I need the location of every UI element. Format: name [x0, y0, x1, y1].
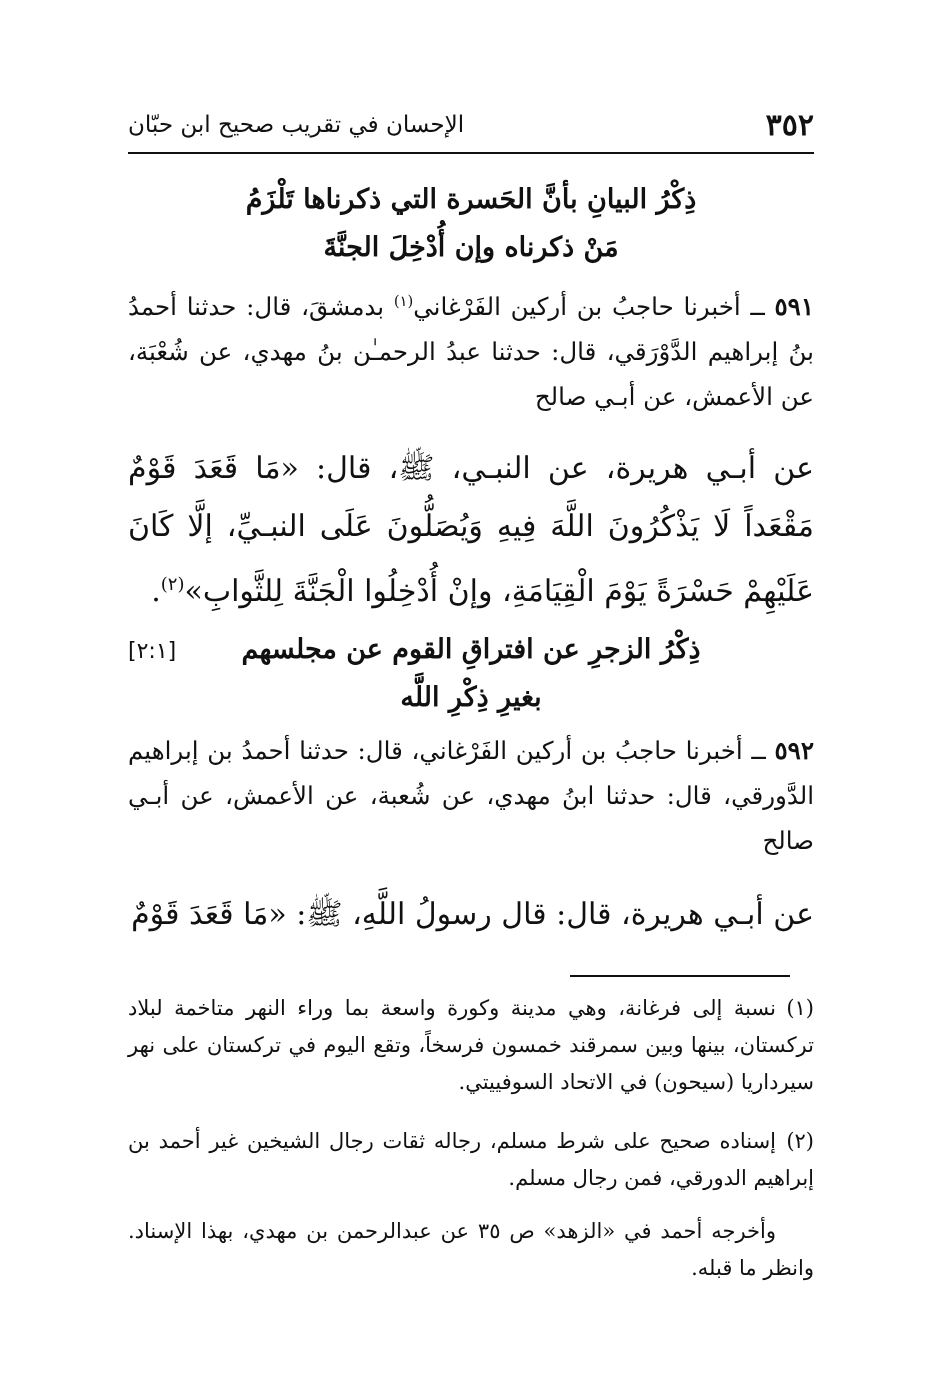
footnote-ref-2: (٢) — [160, 574, 185, 595]
isnad-592 — [128, 728, 814, 863]
footnote-mark: (٢) — [786, 1129, 814, 1153]
isnad-text: ــ أخبرنا حاجبُ بن أركين الفَرْغاني، قال: حدثنا أحمدُ بن إبراهيم الدَّورقي، قال: حدثنا ابنُ مهدي، عن شُعبة، عن الأعمش، عن أبـي صالح — [128, 736, 814, 855]
footnote-2 — [128, 1123, 814, 1197]
footnote-mark: (١) — [786, 996, 814, 1020]
isnad-text: ــ أخبرنا حاجبُ بن أركين الفَرْغاني — [413, 292, 775, 322]
page-header — [128, 106, 814, 154]
reference-tag: [٢:١] — [128, 639, 177, 664]
heading-line: ذِكْرُ الزجرِ عن افتراقِ القوم عن مجلسهم — [241, 634, 701, 665]
heading-line: بغيرِ ذِكْرِ اللَّه — [400, 682, 542, 713]
heading-line: مَنْ ذكرناه وإن أُدْخِلَ الجنَّةَ — [323, 232, 619, 263]
page-number: ٣٥٢ — [765, 108, 814, 143]
isnad-591 — [128, 279, 814, 419]
matn-text: عن أبـي هريرة، قال: قال رسولُ اللَّهِ، ﷺ: «مَا قَعَدَ قَوْمٌ — [131, 897, 814, 932]
footnote-1 — [128, 990, 814, 1101]
footnote-text: إسناده صحيح على شرط مسلم، رجاله ثقات رجال الشيخين غير أحمد بن إبراهيم الدورقي، فمن رجال مسلم. — [128, 1129, 814, 1190]
matn-text: عن أبـي هريرة، عن النبـي، ﷺ، قال: «مَا قَعَدَ قَوْمٌ مَقْعَداً لَا يَذْكُرُونَ اللَّهَ فِيهِ وَيُصَلُّونَ عَلَى النبـيِّ، إلَّا كَانَ عَلَيْهِمْ حَسْرَةً يَوْمَ الْقِيَامَةِ، وإنْ أُدْخِلُوا الْجَنَّةَ لِلثَّوابِ» — [128, 451, 814, 609]
running-title: الإحسان في تقريب صحيح ابن حبّان — [128, 112, 465, 138]
footnote-text: وأخرجه أحمد في «الزهد» ص ٣٥ عن عبدالرحمن بن مهدي، بهذا الإسناد. وانظر ما قبله. — [128, 1219, 814, 1280]
section-heading-591 — [128, 176, 814, 272]
hadith-number: ٥٩٢ — [774, 736, 814, 765]
hadith-number: ٥٩١ — [774, 292, 814, 322]
footnote-ref-1: (١) — [393, 293, 414, 310]
matn-end: . — [151, 574, 161, 609]
section-heading-592 — [128, 626, 814, 722]
footnote-2-continued — [128, 1213, 814, 1287]
footnote-text: نسبة إلى فرغانة، وهي مدينة وكورة واسعة بما وراء النهر متاخمة لبلاد تركستان، بينها وبين سمرقند خمسون فرسخاً، وتقع اليوم في تركستان على نهر سيرداريا (سيحون) في الاتحاد السوفييتي. — [128, 996, 814, 1094]
isnad-text: بدمشقَ، قال: حدثنا أحمدُ بنُ إبراهيم الدَّوْرَقي، قال: حدثنا عبدُ الرحمـٰن بنُ مهدي، عن شُعْبَة، عن الأعمش، عن أبـي صالح — [128, 292, 814, 412]
heading-line: ذِكْرُ البيانِ بأنَّ الحَسرة التي ذكرناها تَلْزَمُ — [245, 184, 697, 215]
footnote-separator — [570, 975, 790, 977]
matn-592 — [128, 886, 814, 944]
